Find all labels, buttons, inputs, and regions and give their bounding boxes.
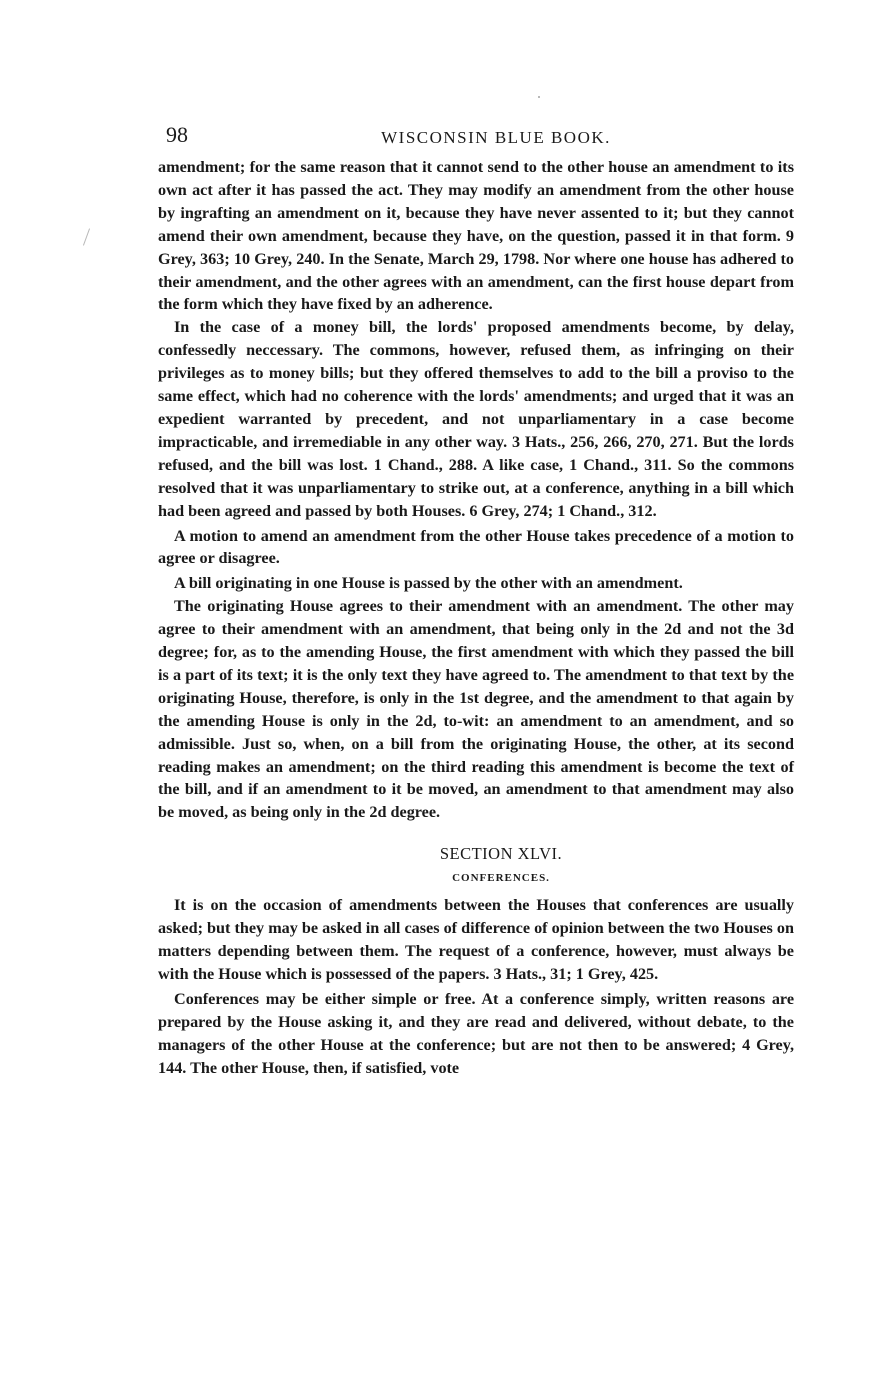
paragraph-2: In the case of a money bill, the lords' proposed amendments become, by delay, confessedly neccessary. The commons, however, refused them, as infringing on their privileges as to money bills; but they offered themselves to add to the bill a proviso to the same effect, which had no coherence with the lords' amendments; and urged that it was an expedient warranted by precedent, and not unparliamentary in a case become impracticable, and irremediable in any other way. 3 Hats., 256, 266, 270, 271. But the lords refused, and the bill was lost. 1 Chand., 288. A like case, 1 Chand., 311. So the commons resolved that it was unparliamentary to strike out, at a conference, anything in a bill which had been agreed and passed by both Houses. 6 Grey, 274; 1 Chand., 312. (158, 318, 794, 520)
paragraph-3: A motion to amend an amendment from the other House takes precedence of a motion to agree or disagree. (158, 526, 794, 568)
margin-mark (83, 228, 90, 245)
paragraph-4: A bill originating in one House is passed by the other with an amendment. (174, 574, 683, 593)
page-number: 98 (166, 122, 188, 147)
page-header (158, 122, 794, 156)
speck-mark (538, 96, 540, 98)
document-page (158, 122, 794, 1080)
paragraph-1: amendment; for the same reason that it cannot send to the other house an amendment to its own act after it has passed the act. They may modify an amendment from the other house by ingrafting an amendment on it, because they have never assented to it; but they cannot amend their own amendment, because they have, on the question, passed it in that form. 9 Grey, 363; 10 Grey, 240. In the Senate, March 29, 1798. Nor where one house has adhered to their amendment, and the other agrees with an amendment, can the first house depart from the form which they have fixed by an adherence. (158, 158, 794, 314)
paragraph-7: Conferences may be either simple or free. At a conference simply, written reasons are prepared by the House asking it, and they are read and delivered, without debate, to the managers of the other House at the conference; but are not then to be answered; 4 Grey, 144. The other House, then, if satisfied, vote (158, 989, 794, 1077)
paragraph-5: The originating House agrees to their amendment with an amendment. The other may agree to their amendment with an amendment, that being only in the 2d and not the 3d degree; for, as to the amending House, the first amendment with which they passed the bill is a part of its text; it is the only text they have agreed to. The amendment to that text by the originating House, therefore, is only in the 1st degree, and the amendment to that again by the amending House is only in the 2d, to-wit: an amendment to an amendment, and so admissible. Just so, when, on a bill from the originating House, the other, at its second reading makes an amendment; on the third reading this amendment is become the text of the bill, and if an amendment to it be moved, an amendment to that amendment may also be moved, as being only in the 2d degree. (158, 597, 794, 822)
paragraph-6: It is on the occasion of amendments between the Houses that conferences are usually asked; but they may be asked in all cases of difference of opinion between the two Houses on matters depending between them. The request of a conference, however, must always be with the House which is possessed of the papers. 3 Hats., 31; 1 Grey, 425. (158, 896, 794, 983)
section-heading: SECTION XLVI. (439, 844, 563, 864)
section-subheading: CONFERENCES. (452, 872, 550, 885)
running-head: WISCONSIN BLUE BOOK. (381, 128, 611, 147)
